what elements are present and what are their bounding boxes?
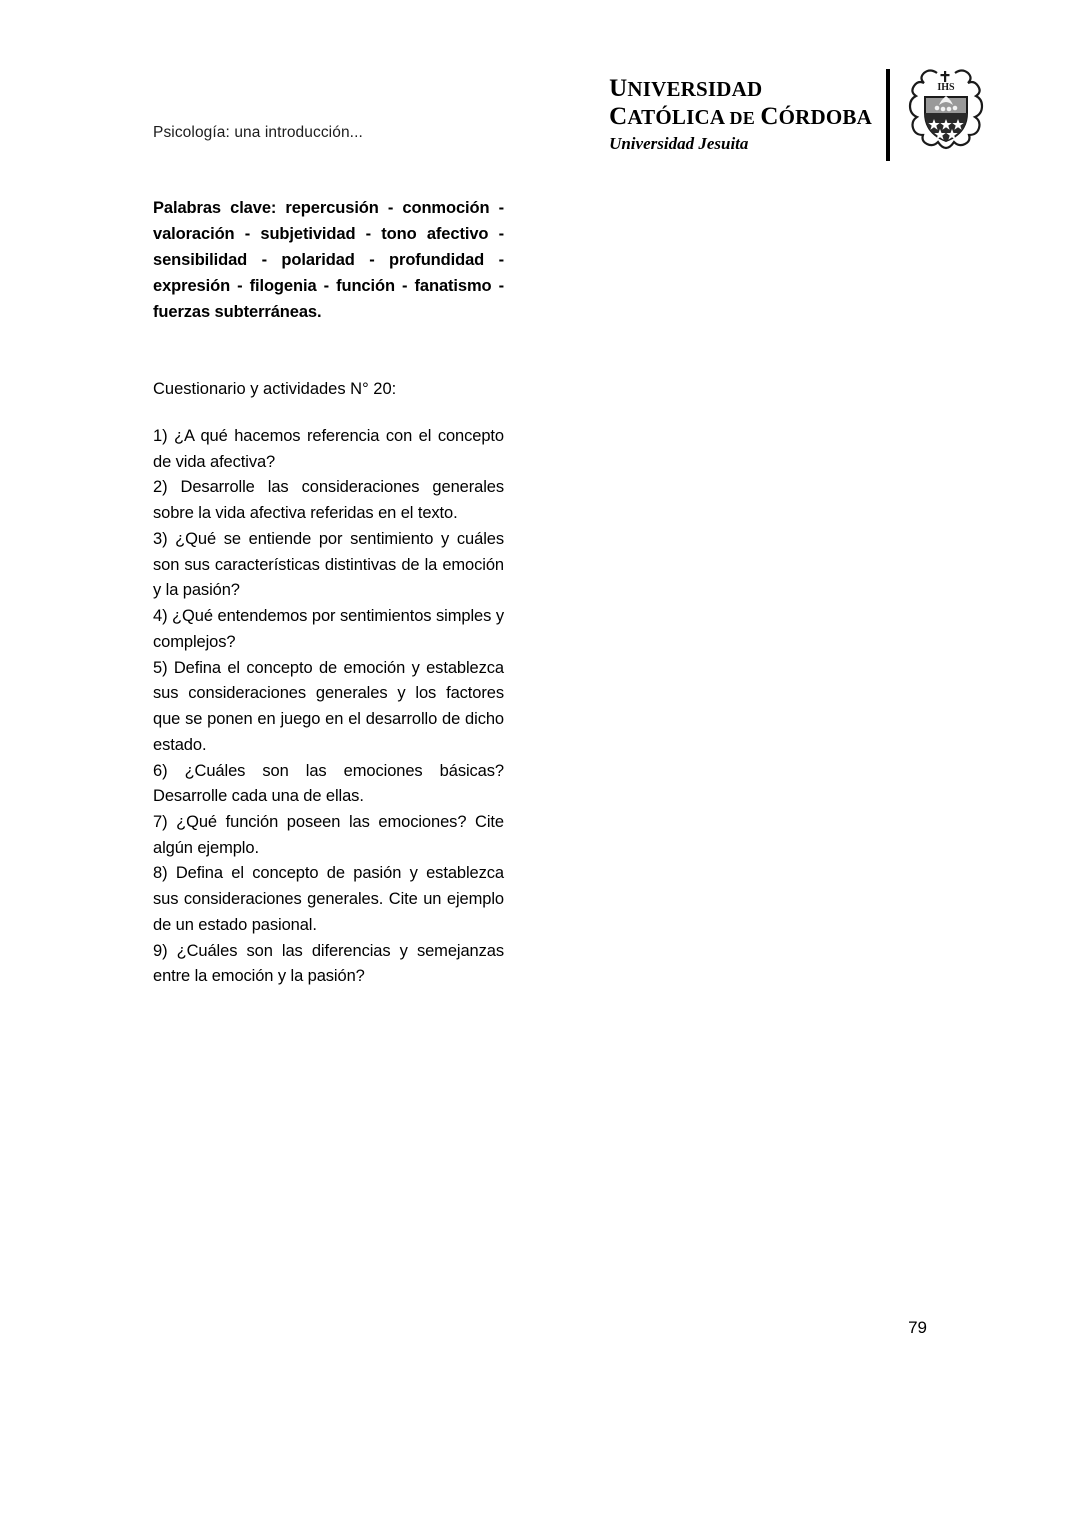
question-item: 6) ¿Cuáles son las emociones básicas? Desarrolle cada una de ellas. <box>153 761 504 806</box>
question-item: 9) ¿Cuáles son las diferencias y semejanzas entre la emoción y la pasión? <box>153 941 504 986</box>
question-item: 7) ¿Qué función poseen las emociones? Cite algún ejemplo. <box>153 813 504 857</box>
university-crest-icon <box>907 63 985 167</box>
keywords-paragraph: Palabras clave: repercusión - conmoción - valoración - subjetividad - tono afectivo - sensibilidad - polaridad - profundidad - expresión - filogenia - función - fanatismo - fuerzas subterráneas. <box>153 199 504 321</box>
questionnaire-title: Cuestionario y actividades N° 20: <box>153 380 397 398</box>
university-logo <box>609 55 985 175</box>
page-number: 79 <box>908 1318 927 1337</box>
logo-divider <box>886 69 890 161</box>
question-item: 4) ¿Qué entendemos por sentimientos simples y complejos? <box>153 607 504 651</box>
university-logo-tagline: Universidad Jesuita <box>609 133 749 153</box>
questionnaire-list <box>153 424 504 990</box>
question-item: 3) ¿Qué se entiende por sentimiento y cuáles son sus características distintivas de la emoción y la pasión? <box>153 529 504 600</box>
running-head: Psicología: una introducción... <box>153 124 363 141</box>
question-item: 2) Desarrolle las consideraciones generales sobre la vida afectiva referidas en el texto. <box>153 478 504 523</box>
university-logo-text <box>609 75 886 155</box>
question-item: 1) ¿A qué hacemos referencia con el concepto de vida afectiva? <box>153 427 504 471</box>
question-item: 5) Defina el concepto de emoción y establezca sus consideraciones generales y los factores que se ponen en juego en el desarrollo de dicho estado. <box>153 658 504 754</box>
keywords-block <box>153 196 504 325</box>
svg-text:IHS: IHS <box>937 82 955 93</box>
university-logo-line2: CATÓLICA DE CÓRDOBA <box>609 103 872 131</box>
question-item: 8) Defina el concepto de pasión y establezca sus consideraciones generales. Cite un ejemplo de un estado pasional. <box>153 864 504 934</box>
university-logo-line1: UNIVERSIDAD <box>609 74 763 102</box>
